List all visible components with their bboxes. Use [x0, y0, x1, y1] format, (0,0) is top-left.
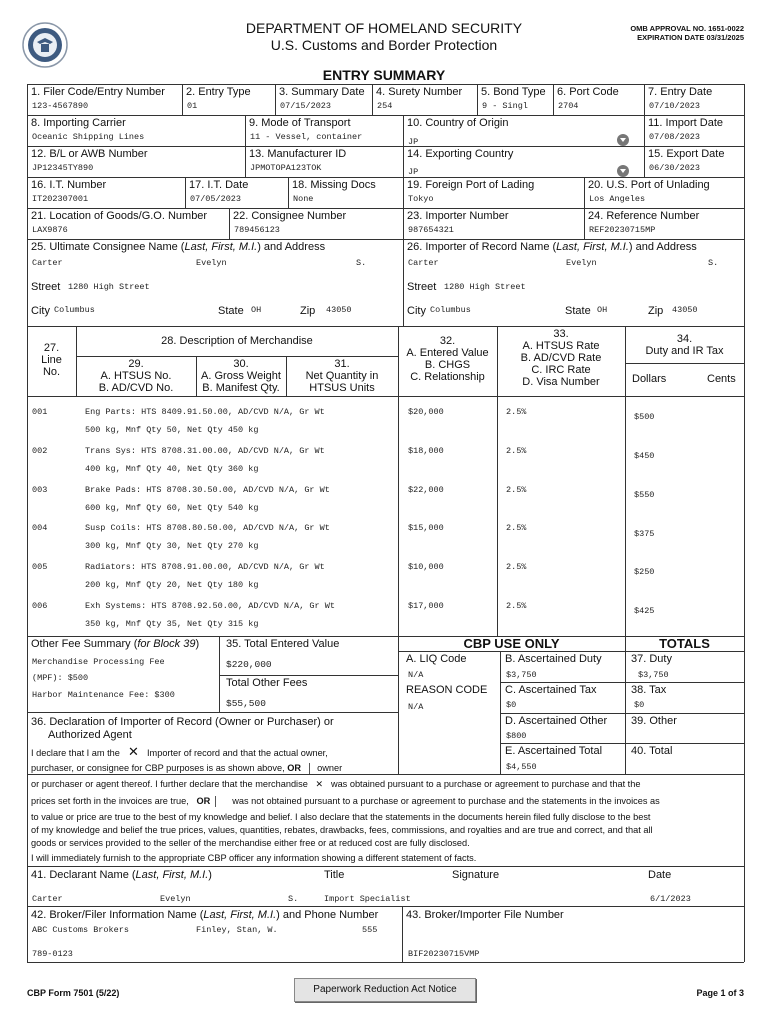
summary-date-field[interactable]: 07/15/2023: [280, 101, 332, 111]
import-date-field[interactable]: 07/08/2023: [649, 132, 701, 142]
title-label: Title: [324, 869, 345, 881]
port-code-label: 6. Port Code: [557, 86, 619, 98]
totals-heading: TOTALS: [659, 636, 710, 651]
line-no[interactable]: 005: [32, 562, 48, 572]
duty-amount[interactable]: $550: [634, 490, 655, 500]
line-no[interactable]: 001: [32, 407, 48, 417]
importer-of-record-label: 26. Importer of Record Name (Last, First, M.I.) and Address: [407, 241, 697, 253]
htsus-rate[interactable]: 2.5%: [506, 523, 527, 533]
col-line-no-header: 27. Line No.: [41, 342, 62, 378]
description-line-1[interactable]: Brake Pads: HTS 8708.30.50.00, AD/CVD N/A, Gr Wt: [85, 485, 330, 495]
export-date-label: 15. Export Date: [648, 148, 725, 160]
declarant-title[interactable]: Import Specialist: [324, 894, 411, 904]
duty-amount[interactable]: $450: [634, 451, 655, 461]
broker-phone-area[interactable]: 555: [362, 925, 378, 935]
missing-docs-field[interactable]: None: [293, 194, 314, 204]
reference-number-label: 24. Reference Number: [588, 210, 700, 222]
ascertained-duty-field[interactable]: $3,750: [506, 670, 537, 680]
liq-code-field[interactable]: N/A: [408, 670, 424, 680]
state-label: State: [565, 305, 591, 317]
description-line-2[interactable]: 600 kg, Mnf Qty 60, Net Qty 540 kg: [85, 503, 259, 513]
declaration-line-3: or purchaser or agent thereof. I further declare that the merchandise ✕ was obtained pursuant to a purchase or agreement to purchase and that the: [31, 779, 641, 789]
consignee-last-name[interactable]: Carter: [32, 258, 63, 268]
col-duty-header: 34. Duty and IR Tax: [645, 333, 724, 357]
other-fee-summary-label: Other Fee Summary (for Block 39): [31, 638, 200, 650]
chevron-down-icon[interactable]: [617, 165, 629, 177]
ascertained-tax-label: C. Ascertained Tax: [505, 684, 597, 696]
entry-date-field[interactable]: 07/10/2023: [649, 101, 701, 111]
agency-name: U.S. Customs and Border Protection: [270, 37, 498, 53]
importer-number-label: 23. Importer Number: [407, 210, 509, 222]
total-entered-value-label: 35. Total Entered Value: [226, 638, 340, 650]
mode-of-transport-label: 9. Mode of Transport: [249, 117, 351, 129]
entered-value[interactable]: $10,000: [408, 562, 444, 572]
bond-type-label: 5. Bond Type: [481, 86, 546, 98]
location-of-goods-field[interactable]: LAX9876: [32, 225, 68, 235]
consignee-mi[interactable]: S.: [356, 258, 367, 268]
omb-number: OMB APPROVAL NO. 1651-0022: [630, 24, 744, 33]
total-other-fees-field[interactable]: $55,500: [226, 698, 266, 709]
duty-amount[interactable]: $250: [634, 567, 655, 577]
broker-file-number-field[interactable]: BIF20230715VMP: [408, 949, 480, 959]
col-description-header: 28. Description of Merchandise: [161, 335, 313, 347]
description-line-2[interactable]: 500 kg, Mnf Qty 50, Net Qty 450 kg: [85, 425, 259, 435]
foreign-port-field[interactable]: Tokyo: [408, 194, 434, 204]
filer-code-field[interactable]: 123-4567890: [32, 101, 89, 111]
description-line-1[interactable]: Radiators: HTS 8708.91.00.00, AD/CVD N/A, Gr Wt: [85, 562, 325, 572]
ascertained-total-field[interactable]: $4,550: [506, 762, 537, 772]
mpf-fee-line-1[interactable]: Merchandise Processing Fee: [32, 657, 165, 667]
bl-awb-label: 12. B/L or AWB Number: [31, 148, 148, 160]
chevron-down-icon[interactable]: [617, 134, 629, 146]
import-date-label: 11. Import Date: [648, 117, 723, 129]
zip-label: Zip: [648, 305, 664, 317]
exporting-country-select[interactable]: JP: [408, 167, 419, 177]
bl-awb-field[interactable]: JP12345TY890: [32, 163, 94, 173]
duty-amount[interactable]: $375: [634, 529, 655, 539]
declaration-heading: 36. Declaration of Importer of Record (Owner or Purchaser) or: [31, 716, 334, 728]
manufacturer-id-label: 13. Manufacturer ID: [249, 148, 347, 160]
it-number-field[interactable]: IT202307001: [32, 194, 89, 204]
description-line-2[interactable]: 350 kg, Mnf Qty 35, Net Qty 315 kg: [85, 619, 259, 629]
importer-checkbox[interactable]: ✕: [127, 744, 139, 759]
dept-name: DEPARTMENT OF HOMELAND SECURITY: [245, 20, 523, 36]
entered-value[interactable]: $15,000: [408, 523, 444, 533]
paperwork-reduction-button[interactable]: Paperwork Reduction Act Notice: [294, 978, 476, 1002]
col-rate-header: 33. A. HTSUS Rate B. AD/CVD Rate C. IRC Rate D. Visa Number: [520, 328, 602, 388]
it-date-label: 17. I.T. Date: [189, 179, 249, 191]
entry-type-field[interactable]: 01: [187, 101, 198, 111]
manufacturer-id-field[interactable]: JPMOTOPA123TOK: [250, 163, 322, 173]
city-label: City: [407, 305, 426, 317]
importer-first-name[interactable]: Evelyn: [566, 258, 597, 268]
exporting-country-label: 14. Exporting Country: [407, 148, 514, 160]
line-no[interactable]: 002: [32, 446, 48, 456]
declaration-line-5: to value or price are true to the best of my knowledge and belief. I also declare that the statements in the documents herein filed fully disclose to the best: [31, 812, 651, 822]
entry-type-label: 2. Entry Type: [186, 86, 251, 98]
seal-icon: [22, 22, 68, 68]
broker-file-number-label: 43. Broker/Importer File Number: [406, 909, 564, 921]
date-label: Date: [648, 869, 672, 881]
importer-mi[interactable]: S.: [708, 258, 719, 268]
col-entered-value-header: 32. A. Entered Value B. CHGS C. Relationship: [406, 335, 489, 383]
broker-info-label: 42. Broker/Filer Information Name (Last, First, M.I.) and Phone Number: [31, 909, 379, 921]
liq-code-label: A. LIQ Code: [406, 653, 467, 665]
description-line-1[interactable]: Eng Parts: HTS 8409.91.50.00, AD/CVD N/A, Gr Wt: [85, 407, 325, 417]
mpf-fee-line-2[interactable]: (MPF): $500: [32, 673, 89, 683]
total-other-fees-label: Total Other Fees: [226, 677, 308, 689]
owner-checkbox[interactable]: [309, 763, 310, 774]
entered-value[interactable]: $18,000: [408, 446, 444, 456]
htsus-rate[interactable]: 2.5%: [506, 446, 527, 456]
declaration-heading-2: Authorized Agent: [48, 729, 132, 741]
duty-amount[interactable]: $500: [634, 412, 655, 422]
line-no[interactable]: 006: [32, 601, 48, 611]
reason-code-label: REASON CODE: [406, 684, 488, 696]
reason-code-field[interactable]: N/A: [408, 702, 424, 712]
col-weight-header: 30. A. Gross Weight B. Manifest Qty.: [201, 358, 281, 394]
missing-docs-label: 18. Missing Docs: [292, 179, 376, 191]
entered-value[interactable]: $17,000: [408, 601, 444, 611]
importing-carrier-label: 8. Importing Carrier: [31, 117, 126, 129]
importing-carrier-field[interactable]: Oceanic Shipping Lines: [32, 132, 145, 142]
declarant-first-name[interactable]: Evelyn: [160, 894, 191, 904]
ascertained-total-label: E. Ascertained Total: [505, 745, 603, 757]
summary-date-label: 3. Summary Date: [279, 86, 365, 98]
declaration-line-4: prices set forth in the invoices are true, OR was not obtained pursuant to a purchase or agreement to purchase and the statements in the invoices as: [31, 796, 660, 806]
declarant-name-label: 41. Declarant Name (Last, First, M.I.): [31, 869, 212, 881]
duty-total-field[interactable]: $3,750: [638, 670, 669, 680]
bond-type-select[interactable]: 9 - Singl: [482, 101, 528, 111]
col-dollars-header: Dollars: [632, 373, 667, 385]
form-title: ENTRY SUMMARY: [322, 67, 446, 83]
surety-number-label: 4. Surety Number: [376, 86, 463, 98]
tax-total-field[interactable]: $0: [634, 700, 645, 710]
importer-city[interactable]: Columbus: [430, 305, 471, 315]
importer-street[interactable]: 1280 High Street: [444, 282, 526, 292]
consignee-state[interactable]: OH: [251, 305, 262, 315]
htsus-rate[interactable]: 2.5%: [506, 562, 527, 572]
city-label: City: [31, 305, 50, 317]
reference-number-field[interactable]: REF20230715MP: [589, 225, 656, 235]
broker-phone-number[interactable]: 789-0123: [32, 949, 73, 959]
street-label: Street: [31, 281, 61, 293]
declaration-line-8: I will immediately furnish to the appropriate CBP officer any information showing a different statement of facts.: [31, 853, 477, 863]
other-total-label: 39. Other: [631, 715, 677, 727]
zip-label: Zip: [300, 305, 316, 317]
description-line-1[interactable]: Susp Coils: HTS 8708.80.50.00, AD/CVD N/A, Gr Wt: [85, 523, 330, 533]
it-date-field[interactable]: 07/05/2023: [190, 194, 242, 204]
ascertained-other-field[interactable]: $800: [506, 731, 527, 741]
declarant-last-name[interactable]: Carter: [32, 894, 63, 904]
merchandise-purchase-checkbox[interactable]: ✕: [315, 779, 324, 789]
description-line-2[interactable]: 300 kg, Mnf Qty 30, Net Qty 270 kg: [85, 541, 259, 551]
duty-total-label: 37. Duty: [631, 653, 672, 665]
col-cents-header: Cents: [707, 373, 736, 385]
it-number-label: 16. I.T. Number: [31, 179, 107, 191]
ascertained-other-label: D. Ascertained Other: [505, 715, 608, 727]
ultimate-consignee-label: 25. Ultimate Consignee Name (Last, First, M.I.) and Address: [31, 241, 326, 253]
description-line-1[interactable]: Exh Systems: HTS 8708.92.50.00, AD/CVD N/A, Gr Wt: [85, 601, 335, 611]
not-purchase-checkbox[interactable]: [215, 796, 216, 807]
htsus-rate[interactable]: 2.5%: [506, 601, 527, 611]
filer-code-label: 1. Filer Code/Entry Number: [31, 86, 165, 98]
declarant-mi[interactable]: S.: [288, 894, 299, 904]
declaration-line-1: I declare that I am the ✕ Importer of record and that the actual owner,: [31, 744, 328, 759]
foreign-port-label: 19. Foreign Port of Lading: [407, 179, 535, 191]
broker-name[interactable]: ABC Customs Brokers: [32, 925, 129, 935]
description-line-1[interactable]: Trans Sys: HTS 8708.31.00.00, AD/CVD N/A, Gr Wt: [85, 446, 325, 456]
ascertained-duty-label: B. Ascertained Duty: [505, 653, 602, 665]
consignee-first-name[interactable]: Evelyn: [196, 258, 227, 268]
country-of-origin-select[interactable]: JP: [408, 137, 419, 147]
form-number: CBP Form 7501 (5/22): [27, 988, 120, 998]
us-port-field[interactable]: Los Angeles: [589, 194, 646, 204]
declaration-line-6: of my knowledge and belief the true prices, values, quantities, rebates, drawbacks, fees, commissions, and royalties and are true and correct, and that all: [31, 825, 653, 835]
street-label: Street: [407, 281, 437, 293]
description-line-2[interactable]: 400 kg, Mnf Qty 40, Net Qty 360 kg: [85, 464, 259, 474]
declaration-line-2: purchaser, or consignee for CBP purposes is as shown above, OR owner: [31, 763, 343, 773]
country-of-origin-label: 10. Country of Origin: [407, 117, 509, 129]
entered-value[interactable]: $22,000: [408, 485, 444, 495]
htsus-rate[interactable]: 2.5%: [506, 485, 527, 495]
importer-last-name[interactable]: Carter: [408, 258, 439, 268]
total-entered-value-field[interactable]: $220,000: [226, 659, 272, 670]
importer-state[interactable]: OH: [597, 305, 608, 315]
signature-label: Signature: [452, 869, 500, 881]
grand-total-label: 40. Total: [631, 745, 673, 757]
us-port-label: 20. U.S. Port of Unlading: [588, 179, 710, 191]
col-net-qty-header: 31. Net Quantity in HTSUS Units: [305, 358, 379, 394]
ascertained-tax-field[interactable]: $0: [506, 700, 517, 710]
entered-value[interactable]: $20,000: [408, 407, 444, 417]
tax-total-label: 38. Tax: [631, 684, 667, 696]
consignee-number-field[interactable]: 789456123: [234, 225, 280, 235]
col-htsus-header: 29. A. HTSUS No. B. AD/CVD No.: [98, 358, 174, 394]
consignee-zip[interactable]: 43050: [326, 305, 352, 315]
duty-amount[interactable]: $425: [634, 606, 655, 616]
broker-contact[interactable]: Finley, Stan, W.: [196, 925, 278, 935]
harbor-fee[interactable]: Harbor Maintenance Fee: $300: [32, 690, 175, 700]
port-code-field[interactable]: 2704: [558, 101, 579, 111]
location-of-goods-label: 21. Location of Goods/G.O. Number: [31, 210, 208, 222]
mode-of-transport-field[interactable]: 11 - Vessel, container: [250, 132, 363, 142]
importer-zip[interactable]: 43050: [672, 305, 698, 315]
consignee-city[interactable]: Columbus: [54, 305, 95, 315]
line-no[interactable]: 004: [32, 523, 48, 533]
consignee-number-label: 22. Consignee Number: [233, 210, 347, 222]
entry-date-label: 7. Entry Date: [648, 86, 713, 98]
expiration-date: EXPIRATION DATE 03/31/2025: [637, 33, 744, 42]
consignee-street[interactable]: 1280 High Street: [68, 282, 150, 292]
cbp-use-only-heading: CBP USE ONLY: [463, 636, 560, 651]
state-label: State: [218, 305, 244, 317]
declaration-date[interactable]: 6/1/2023: [650, 894, 691, 904]
dhs-seal: [22, 22, 68, 68]
page-indicator: Page 1 of 3: [696, 988, 744, 998]
export-date-field[interactable]: 06/30/2023: [649, 163, 701, 173]
htsus-rate[interactable]: 2.5%: [506, 407, 527, 417]
declaration-line-7: goods or services provided to the seller of the merchandise either free or at reduced cost are fully disclosed.: [31, 838, 470, 848]
surety-number-field[interactable]: 254: [377, 101, 393, 111]
line-no[interactable]: 003: [32, 485, 48, 495]
importer-number-field[interactable]: 987654321: [408, 225, 454, 235]
description-line-2[interactable]: 200 kg, Mnf Qty 20, Net Qty 180 kg: [85, 580, 259, 590]
